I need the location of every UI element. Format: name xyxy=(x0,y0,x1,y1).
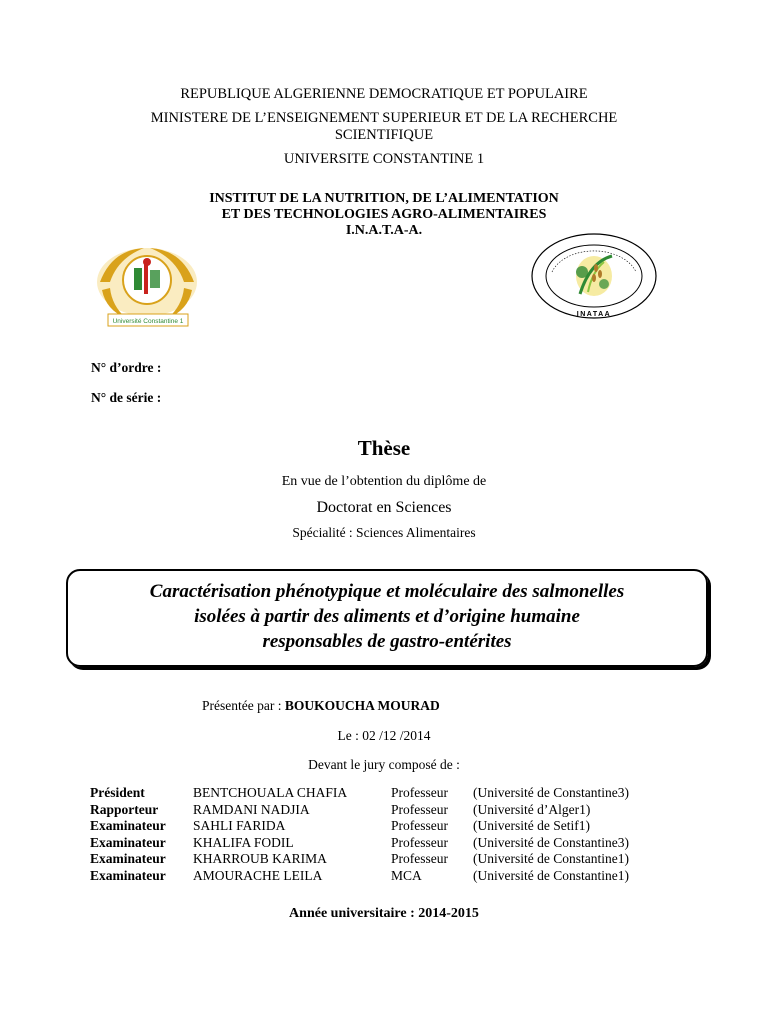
institute-acronym: I.N.A.T.A-A. xyxy=(345,223,423,238)
jury-affiliation: (Université de Constantine3) xyxy=(473,785,629,800)
jury-intro: Devant le jury composé de : xyxy=(308,757,460,772)
author-name: BOUKOUCHA MOURAD xyxy=(284,698,440,713)
jury-affiliation: (Université de Constantine1) xyxy=(473,867,629,883)
speciality: Spécialité : Sciences Alimentaires xyxy=(292,525,476,540)
jury-title: MCA xyxy=(391,867,422,883)
degree-purpose: En vue de l’obtention du diplôme de xyxy=(281,474,487,489)
ministry-heading: MINISTERE DE L’ENSEIGNEMENT SUPERIEUR ET DE LA RECHERCHE xyxy=(150,110,618,126)
table-row xyxy=(90,802,629,819)
academic-year: Année universitaire : 2014-2015 xyxy=(289,906,479,921)
presented-by xyxy=(202,698,440,714)
series-number-label: N° de série : xyxy=(91,390,162,405)
degree-name: Doctorat en Sciences xyxy=(316,499,452,516)
university-logo xyxy=(92,240,208,332)
table-row xyxy=(90,835,629,852)
institute-name-line2: ET DES TECHNOLOGIES AGRO-ALIMENTAIRES xyxy=(221,207,547,222)
jury-affiliation: (Université de Setif1) xyxy=(473,818,590,834)
university-heading: UNIVERSITE CONSTANTINE 1 xyxy=(283,151,485,167)
document-type: Thèse xyxy=(357,436,411,460)
ministry-heading-cont: SCIENTIFIQUE xyxy=(334,127,434,143)
defense-date: Le : 02 /12 /2014 xyxy=(337,728,431,743)
jury-role: Examinateur xyxy=(90,834,166,850)
table-row xyxy=(90,785,629,802)
table-row xyxy=(90,868,629,885)
country-heading: REPUBLIQUE ALGERIENNE DEMOCRATIQUE ET POPULAIRE xyxy=(180,86,588,102)
jury-name: KHARROUB KARIMA xyxy=(193,851,327,867)
thesis-title-line3: responsables de gastro-entérites xyxy=(262,631,512,652)
jury-role: Examinateur xyxy=(90,867,166,883)
table-row xyxy=(90,851,629,868)
institute-name-line1: INSTITUT DE LA NUTRITION, DE L’ALIMENTATION xyxy=(209,191,559,206)
inataa-logo-caption: INATAA xyxy=(576,311,612,318)
order-number-label: N° d’ordre : xyxy=(91,360,162,375)
thesis-title-line1: Caractérisation phénotypique et moléculaire des salmonelles xyxy=(149,581,625,602)
jury-title: Professeur xyxy=(391,851,448,867)
jury-title: Professeur xyxy=(391,818,448,834)
table-row xyxy=(90,818,629,835)
jury-name: RAMDANI NADJIA xyxy=(193,801,310,817)
jury-title: Professeur xyxy=(391,801,448,817)
thesis-title-line2: isolées à partir des aliments et d’origine humaine xyxy=(194,606,580,627)
jury-name: AMOURACHE LEILA xyxy=(193,867,323,883)
jury-affiliation: (Université de Constantine1) xyxy=(473,851,629,867)
jury-affiliation: (Université de Constantine3) xyxy=(473,834,629,850)
jury-title: Professeur xyxy=(391,785,448,800)
jury-title: Professeur xyxy=(391,834,448,850)
jury-name: SAHLI FARIDA xyxy=(193,818,286,834)
jury-role: Rapporteur xyxy=(90,801,159,817)
jury-name: BENTCHOUALA CHAFIA xyxy=(193,785,348,800)
jury-role: Examinateur xyxy=(90,851,166,867)
jury-role: Président xyxy=(90,785,145,800)
jury-role: Examinateur xyxy=(90,818,166,834)
jury-affiliation: (Université d’Alger1) xyxy=(473,801,591,817)
thesis-title-box xyxy=(66,569,708,667)
jury-name: KHALIFA FODIL xyxy=(193,834,294,850)
university-logo-caption: Université Constantine 1 xyxy=(112,318,184,325)
presented-by-label: Présentée par : xyxy=(202,698,282,713)
inataa-logo xyxy=(530,232,658,324)
jury-table xyxy=(90,785,629,885)
